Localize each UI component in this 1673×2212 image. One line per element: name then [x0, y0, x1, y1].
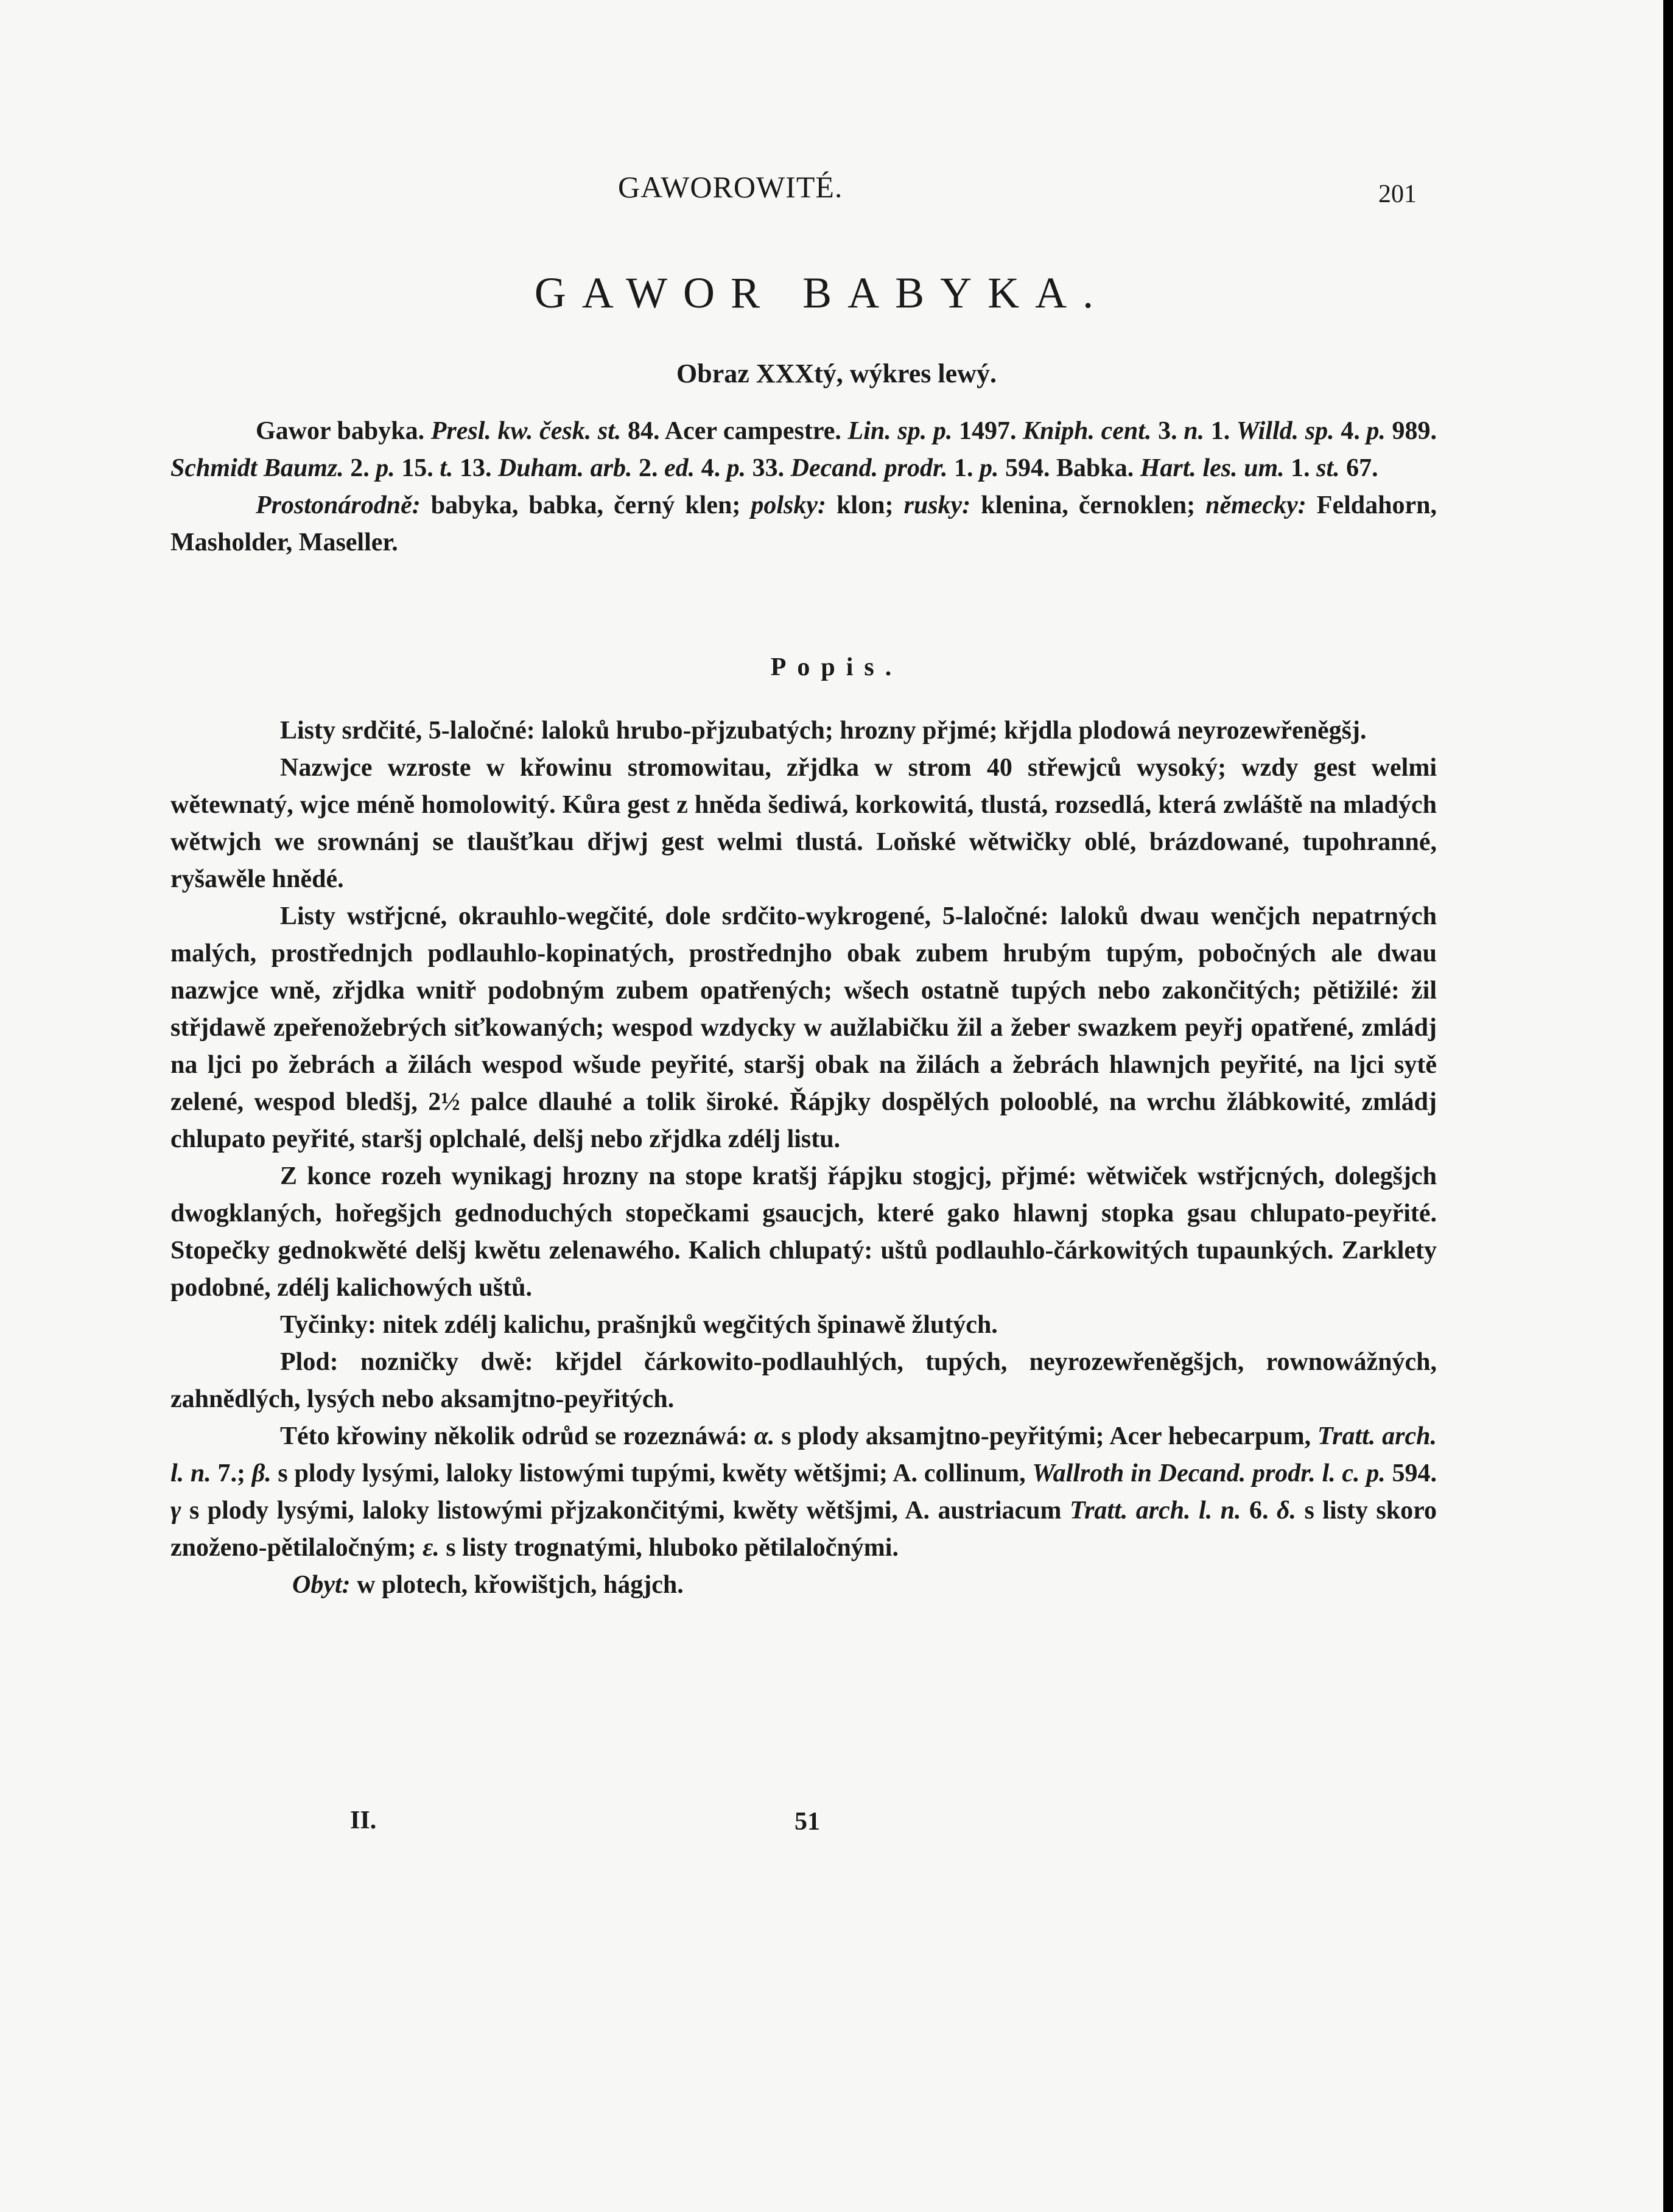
text-run: 15. — [395, 454, 440, 482]
citation: Tratt. arch. l. n. — [1069, 1497, 1241, 1525]
text-run: 1. — [1284, 454, 1317, 482]
synonymy-block — [170, 413, 1437, 561]
citation: st. — [1316, 454, 1340, 482]
text-run: 594. Babka. — [998, 454, 1140, 482]
text-run: s plody lysými, laloky listowými přjzakončitými, kwěty wětšjmi, A. austriacum — [181, 1497, 1070, 1525]
citation: Wallroth in Decand. prodr. l. c. p. — [1032, 1459, 1386, 1487]
citation: t. — [440, 454, 454, 482]
text-run: s listy trognatými, hluboko pětilaločnými. — [439, 1534, 899, 1562]
leaves-paragraph: Listy wstřjcné, okrauhlo-wegčité, dole srdčito-wykrogené, 5-laločné: laloků dwau wenčjch nepatrných malých, prostřednjch podlauhlo-kopinatých, prostřednjho obak zubem hrubým tupým, pobočných ale dwau nazwjce wně, zřjdka wnitř podobným zubem opatřených; wšech ostatně tupých nebo zakončitých; pětižilé: žil střjdawě zpeřenožebrých siťkowaných; wespod wzdycky w aužlabičku žil a žeber swazkem peyřj opatřené, zmládj na ljci po žebrách a žilách wespod wšude peyřité, staršj obak na žilách a žebrách hlawnjch peyřité, na ljci sytě zelené, wespod bledšj, 2½ palce dlauhé a tolik široké. Řápjky dospělých polooblé, na wrchu žlábkowité, zmládj chlupato peyřité, staršj oplchalé, delšj nebo zřjdka zdélj listu. — [170, 902, 1437, 1153]
text-run: 84. Acer campestre. — [621, 417, 848, 445]
variety-marker: β. — [251, 1459, 272, 1487]
citation: Willd. sp. — [1236, 417, 1335, 445]
text-run: 2. — [632, 454, 664, 482]
text-run: Gawor babyka. — [256, 417, 431, 445]
language-label: Prostonárodně: — [256, 491, 421, 519]
habit-paragraph: Nazwjce wzroste w křowinu stromowitau, zřjdka w strom 40 střewjců wysoký; wzdy gest welmi wětewnatý, wjce méně homolowitý. Kůra gest z hněda šediwá, korkowitá, tlustá, rozsedlá, která zwláště na mladých wětwjch we srownánj se tlaušťkau dřjwj gest welmi tlustá. Loňské wětwičky oblé, brázdowané, tupohranné, ryšawěle hnědé. — [170, 754, 1437, 893]
page-title: GAWOR BABYKA. — [534, 269, 1110, 317]
text-run: 7.; — [211, 1459, 252, 1487]
text-run: 1. — [1204, 417, 1236, 445]
text-run: babyka, babka, černý klen; — [420, 491, 751, 519]
varieties-paragraph — [170, 1418, 1437, 1567]
text-run: s plody lysými, laloky listowými tupými, kwěty wětšjmi; A. collinum, — [271, 1459, 1033, 1487]
scan-edge — [1663, 0, 1673, 2212]
text-run: 4. — [1334, 417, 1367, 445]
citation: Hart. les. um. — [1140, 454, 1285, 482]
description-body — [170, 712, 1437, 1604]
citation: ed. — [664, 454, 695, 482]
running-header: GAWOROWITÉ. — [618, 170, 843, 204]
text-run: 2. — [343, 454, 376, 482]
text-run: klon; — [826, 491, 904, 519]
citation: p. — [1366, 417, 1386, 445]
habitat-paragraph — [170, 1567, 1437, 1604]
text-run: 13. — [453, 454, 498, 482]
citation: n. — [1184, 417, 1205, 445]
variety-marker: γ — [170, 1497, 181, 1525]
text-run: w plotech, křowištjch, hágjch. — [350, 1571, 684, 1599]
diagnosis-paragraph: Listy srdčité, 5-laločné: laloků hrubo-přjzubatých; hrozny přjmé; křjdla plodowá neyrozewřeněgšj. — [280, 717, 1367, 745]
text-run: s listy skoro znoženo-pětilaločným; — [170, 1497, 1437, 1562]
text-run: 67. — [1339, 454, 1378, 482]
text-run: Feldahorn, Masholder, Maseller. — [170, 491, 1437, 557]
text-run: 33. — [746, 454, 791, 482]
inflorescence-paragraph: Z konce rozeh wynikagj hrozny na stope kratšj řápjku stogjcj, přjmé: wětwiček wstřjcných, dolegšjch dwogklaných, hořegšjch gednoduchých stopečkami gsaucjch, které gako hlawnj stopka gsau chlupato-peyřité. Stopečky gednokwěté delšj kwětu zelenawého. Kalich chlupatý: uštů podlauhlo-čárkowitých tupaunkých. Zarklety podobné, zdélj kalichowých uštů. — [170, 1162, 1437, 1302]
citation: Tratt. arch. l. n. — [170, 1422, 1437, 1487]
citation: Kniph. cent. — [1023, 417, 1152, 445]
text-run: 989. — [1385, 417, 1437, 445]
citation: p. — [726, 454, 746, 482]
variety-marker: α. — [754, 1422, 775, 1450]
section-heading: Popis. — [770, 653, 903, 681]
text-run: klenina, černoklen; — [970, 491, 1206, 519]
citation: Schmidt Baumz. — [170, 454, 344, 482]
text-run: Této křowiny několik odrůd se rozeznáwá: — [280, 1422, 754, 1450]
text-run: 1497. — [952, 417, 1023, 445]
habitat-label: Obyt: — [292, 1571, 351, 1599]
text-run: 3. — [1151, 417, 1184, 445]
text-run: 4. — [695, 454, 727, 482]
page-number: 201 — [1378, 180, 1417, 208]
plate-reference: Obraz XXXtý, wýkres lewý. — [676, 359, 997, 388]
text-run: 1. — [947, 454, 980, 482]
variety-marker: ε. — [423, 1534, 440, 1562]
text-run: s plody aksamjtno-peyřitými; Acer hebecarpum, — [774, 1422, 1317, 1450]
volume-mark: II. — [350, 1806, 377, 1835]
vernacular-names — [170, 487, 1437, 561]
variety-marker: δ. — [1276, 1497, 1296, 1525]
text-run: 594. — [1385, 1459, 1437, 1487]
fruit-paragraph: Plod: nozničky dwě: křjdel čárkowito-podlauhlých, tupých, neyrozewřeněgšjch, rownowážných, zahnědlých, lysých nebo aksamjtno-peyřitých. — [170, 1348, 1437, 1413]
citation: Duham. arb. — [497, 454, 633, 482]
text-run: 6. — [1241, 1497, 1277, 1525]
signature-mark: 51 — [794, 1808, 820, 1836]
citation: Presl. kw. česk. st. — [430, 417, 622, 445]
stamens-paragraph: Tyčinky: nitek zdélj kalichu, prašnjků wegčitých špinawě žlutých. — [280, 1311, 998, 1339]
synonymy-references — [170, 413, 1437, 487]
citation: p. — [376, 454, 395, 482]
language-label: polsky: — [751, 491, 827, 519]
language-label: německy: — [1205, 491, 1306, 519]
citation: Decand. prodr. — [790, 454, 948, 482]
language-label: rusky: — [903, 491, 971, 519]
citation: Lin. sp. p. — [847, 417, 953, 445]
citation: p. — [980, 454, 999, 482]
